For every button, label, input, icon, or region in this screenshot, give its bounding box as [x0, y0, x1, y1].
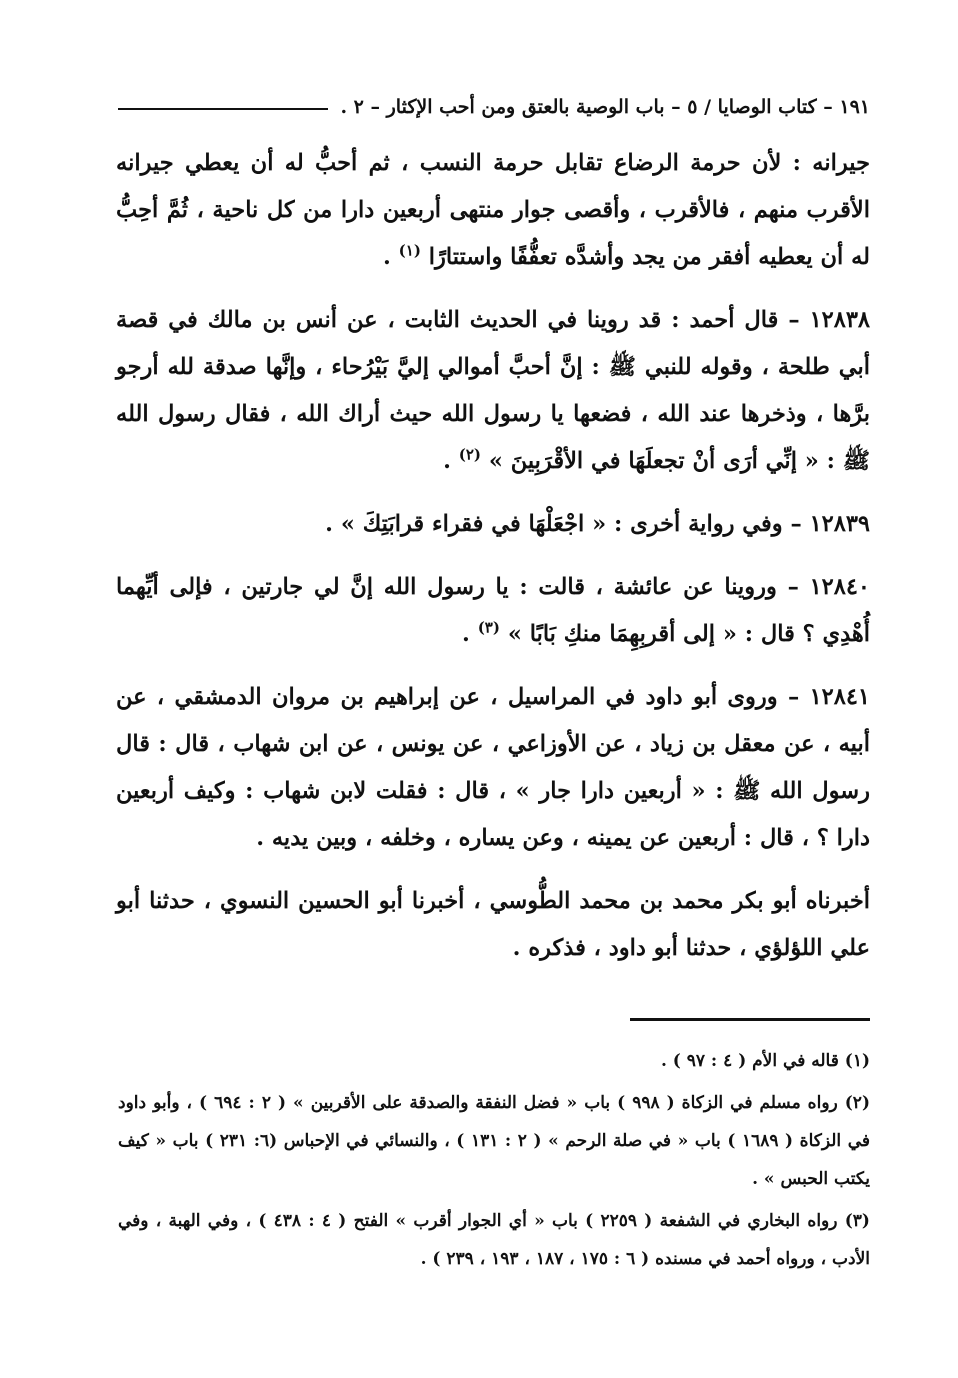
paragraph: [116, 140, 870, 281]
paragraph-tail: .: [462, 621, 478, 647]
paragraph-text: أخبرناه أبو بكر محمد بن محمد الطُّوسي ، أخبرنا أبو الحسين النسوي ، حدثنا أبو علي اللؤلؤي ، حدثنا أبو داود ، فذكره .: [116, 888, 870, 961]
page-header: [118, 92, 870, 122]
paragraph: [116, 564, 870, 658]
footnotes: [118, 1042, 870, 1282]
paragraph-text: ١٢٨٤٠ – وروينا عن عائشة ، قالت : يا رسول الله إنَّ لي جارتين ، فإلى أيِّهما أُهْدِي ؟ قال : « إلى أقربِهِمَا منكِ بَابًا »: [116, 574, 870, 647]
paragraph-text: جيرانه : لأن حرمة الرضاع تقابل حرمة النسب ، ثم أحبُّ له أن يعطي جيرانه الأقرب منهم ، فالأقرب ، وأقصى جوار منتهى أربعين دارا من كل ناحية ، ثُمَّ أحِبُّ له أن يعطيه أفقر من يجد وأشدَّه تعفُّفًا واستتارًا: [116, 150, 870, 270]
paragraph: [116, 501, 870, 548]
footnote: (٢) رواه مسلم في الزكاة ( ٩٩٨ ) باب « فضل النفقة والصدقة على الأقربين » ( ٢ : ٦٩٤ ) ، وأبو داود في الزكاة ( ١٦٨٩ ) باب « في صلة الرحم » ( ٢ : ١٣١ ) ، والنسائي في الإحباس (٦: ٢٣١ ) باب « كيف يكتب الحبس » .: [118, 1093, 870, 1189]
main-text: [116, 140, 870, 988]
paragraph: [116, 297, 870, 485]
footnote: (٣) رواه البخاري في الشفعة ( ٢٢٥٩ ) باب « أي الجوار أقرب » الفتح ( ٤ : ٤٣٨ ) ، وفي الهبة ، وفي الأدب ، ورواه أحمد في مسنده ( ٦ : ١٧٥ ، ١٨٧ ، ١٩٣ ، ٢٣٩ ) .: [118, 1211, 870, 1269]
paragraph: [116, 878, 870, 972]
paragraph-tail: .: [443, 448, 459, 474]
paragraph-text: ١٢٨٣٨ – قال أحمد : قد روينا في الحديث الثابت ، عن أنس بن مالك في قصة أبي طلحة ، وقوله للنبي ﷺ : إنَّ أحبَّ أموالي إليَّ بَيْرُحاء ، وإنَّها صدقة لله أرجو برَّها ، وذخرها عند الله ، فضعها يا رسول الله حيث أراك الله ، فقال رسول الله ﷺ : « إنِّي أرَى أنْ تجعلَهَا في الأقْرَبِينَ »: [116, 307, 870, 474]
running-title: ١٩١ – كتاب الوصايا / ٥ – باب الوصية بالعتق ومن أحب الإكثار – ٢ .: [340, 96, 870, 118]
footnote-ref: (٢): [458, 445, 482, 464]
footnote-ref: (٣): [477, 618, 500, 637]
paragraph-text: ١٢٨٤١ – وروى أبو داود في المراسيل ، عن إبراهيم بن مروان الدمشقي ، عن أبيه ، عن معقل بن زياد ، عن الأوزاعي ، عن يونس ، عن ابن شهاب ، قال : قال رسول الله ﷺ : « أربعين دارا جار » ، قال : فقلت لابن شهاب : وكيف أربعين دارا ؟ ، قال : أربعين عن يمينه ، وعن يساره ، وخلفه ، وبين يديه .: [116, 684, 870, 851]
footnote-rule: [630, 1018, 870, 1021]
paragraph-tail: .: [383, 244, 399, 270]
paragraph-text: ١٢٨٣٩ – وفي رواية أخرى : « اجْعَلْهَا في فقراء قرابَتِكَ » .: [325, 511, 870, 537]
footnote: (١) قاله في الأم ( ٤ : ٩٧ ) .: [660, 1051, 870, 1071]
paragraph: [116, 674, 870, 862]
footnote-ref: (١): [398, 241, 421, 260]
header-rule: [118, 108, 328, 110]
